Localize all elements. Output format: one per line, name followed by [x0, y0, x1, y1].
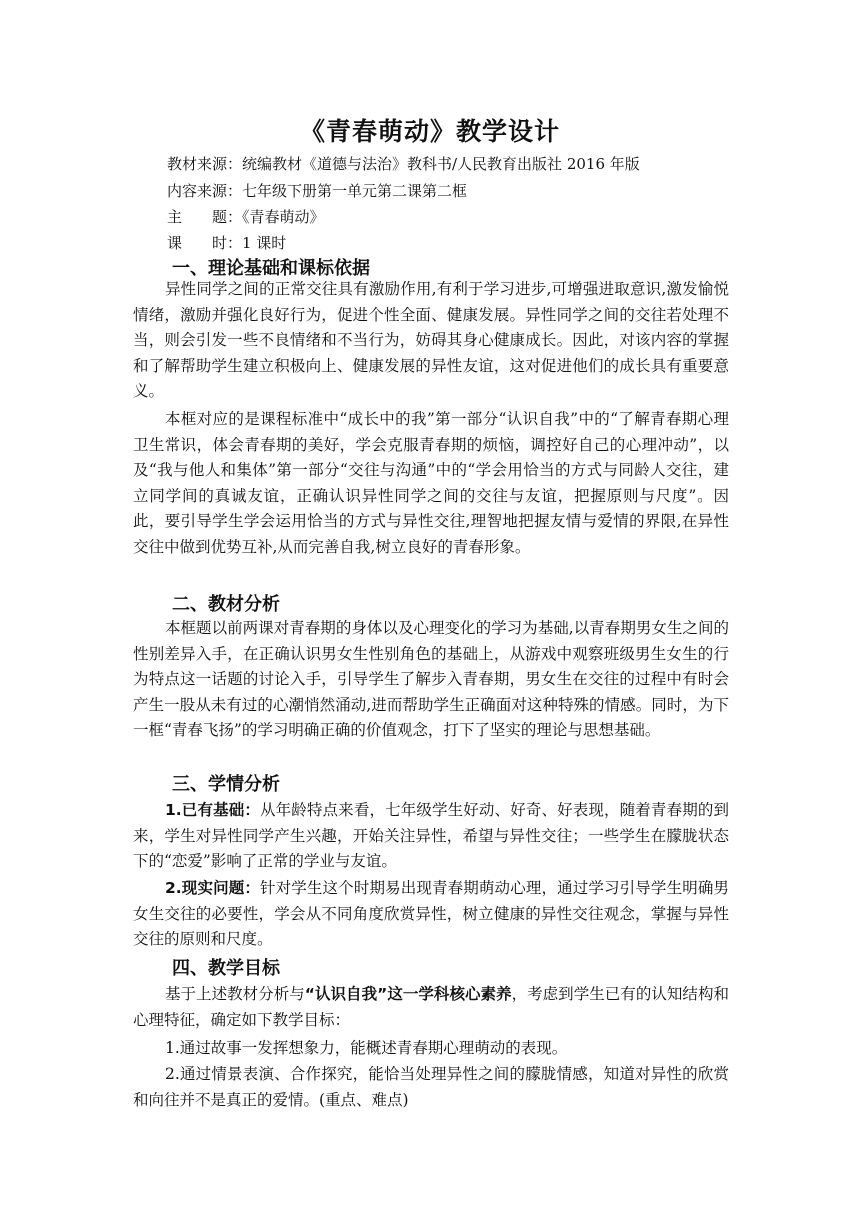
meta-class-hours: 课 时：1 课时 [167, 234, 287, 252]
document-title: 《青春萌动》教学设计 [299, 117, 560, 146]
goals-intro-before: 基于上述教材分析与 [165, 985, 305, 1003]
section-heading-student-analysis: 三、学情分析 [172, 774, 280, 795]
paragraph-theory-1: 异性同学之间的正常交往具有激励作用,有利于学习进步,可增强进取意识,激发愉悦情绪，激励并强化良好行为，促进个性全面、健康发展。异性同学之间的交往若处理不当，则会引发一些不良情绪和不当行为，妨碍其身心健康成长。因此，对该内容的掌握和了解帮助学生建立积极向上、健康发展的异性友谊，这对促进他们的成长具有重要意义。 [133, 280, 729, 400]
section-heading-theory: 一、理论基础和课标依据 [172, 258, 370, 279]
label-real-problem: 2.现实问题： [165, 879, 260, 897]
text-real-problem: 针对学生这个时期易出现青春期萌动心理，通过学习引导学生明确男女生交往的必要性，学会从不同角度欣赏异性，树立健康的异性交往观念，掌握与异性交往的原则和尺度。 [133, 879, 729, 948]
paragraph-textbook-analysis: 本框题以前两课对青春期的身体以及心理变化的学习为基础,以青春期男女生之间的性别差异入手，在正确认识男女生性别角色的基础上，从游戏中观察班级男生女生的行为特点这一话题的讨论入手，引导学生了解步入青春期，男女生在交往的过程中有时会产生一股从未有过的心潮悄然涌动,进而帮助学生正确面对这种特殊的情感。同时，为下一框“青春飞扬”的学习明确正确的价值观念，打下了坚实的理论与思想基础。 [133, 619, 729, 739]
goal-item-1: 1.通过故事一发挥想象力，能概述青春期心理萌动的表现。 [165, 1039, 568, 1057]
goals-intro-after: ，考虑到学生已有的认知结构和心理特征，确定如下教学目标： [133, 985, 729, 1029]
section-heading-teaching-goals: 四、教学目标 [172, 958, 280, 979]
meta-topic: 主 题：《青春萌动》 [167, 208, 325, 226]
text-existing-basis: 从年龄特点来看，七年级学生好动、好奇、好表现，随着青春期的到来，学生对异性同学产生兴趣，开始关注异性，希望与异性交往；一些学生在朦胧状态下的“恋爱”影响了正常的学业与友谊。 [133, 801, 729, 870]
paragraph-existing-basis [133, 798, 729, 875]
goal-item-2: 2.通过情景表演、合作探究，能恰当处理异性之间的朦胧情感，知道对异性的欣赏和向往并不是真正的爱情。(重点、难点) [133, 1065, 729, 1109]
label-existing-basis: 1.已有基础： [165, 801, 260, 819]
meta-textbook-source: 教材来源：统编教材《道德与法治》教科书/人民教育出版社 2016 年版 [167, 155, 640, 173]
section-heading-textbook-analysis: 二、教材分析 [172, 594, 280, 615]
paragraph-theory-2: 本框对应的是课程标准中“成长中的我”第一部分“认识自我”中的“了解青春期心理卫生常识，体会青春期的美好，学会克服青春期的烦恼，调控好自己的心理冲动”，以及“我与他人和集体”第一部分“交往与沟通”中的“学会用恰当的方式与同龄人交往，建立同学间的真诚友谊，正确认识异性同学之间的交往与友谊，把握原则与尺度”。因此，要引导学生学会运用恰当的方式与异性交往,理智地把握友情与爱情的界限,在异性交往中做到优势互补,从而完善自我,树立良好的青春形象。 [133, 410, 729, 556]
meta-content-source: 内容来源：七年级下册第一单元第二课第二框 [167, 182, 468, 200]
paragraph-goals-intro [133, 982, 729, 1033]
goals-intro-core-literacy: “认识自我”这一学科核心素养 [304, 985, 512, 1003]
paragraph-real-problem [133, 876, 729, 953]
